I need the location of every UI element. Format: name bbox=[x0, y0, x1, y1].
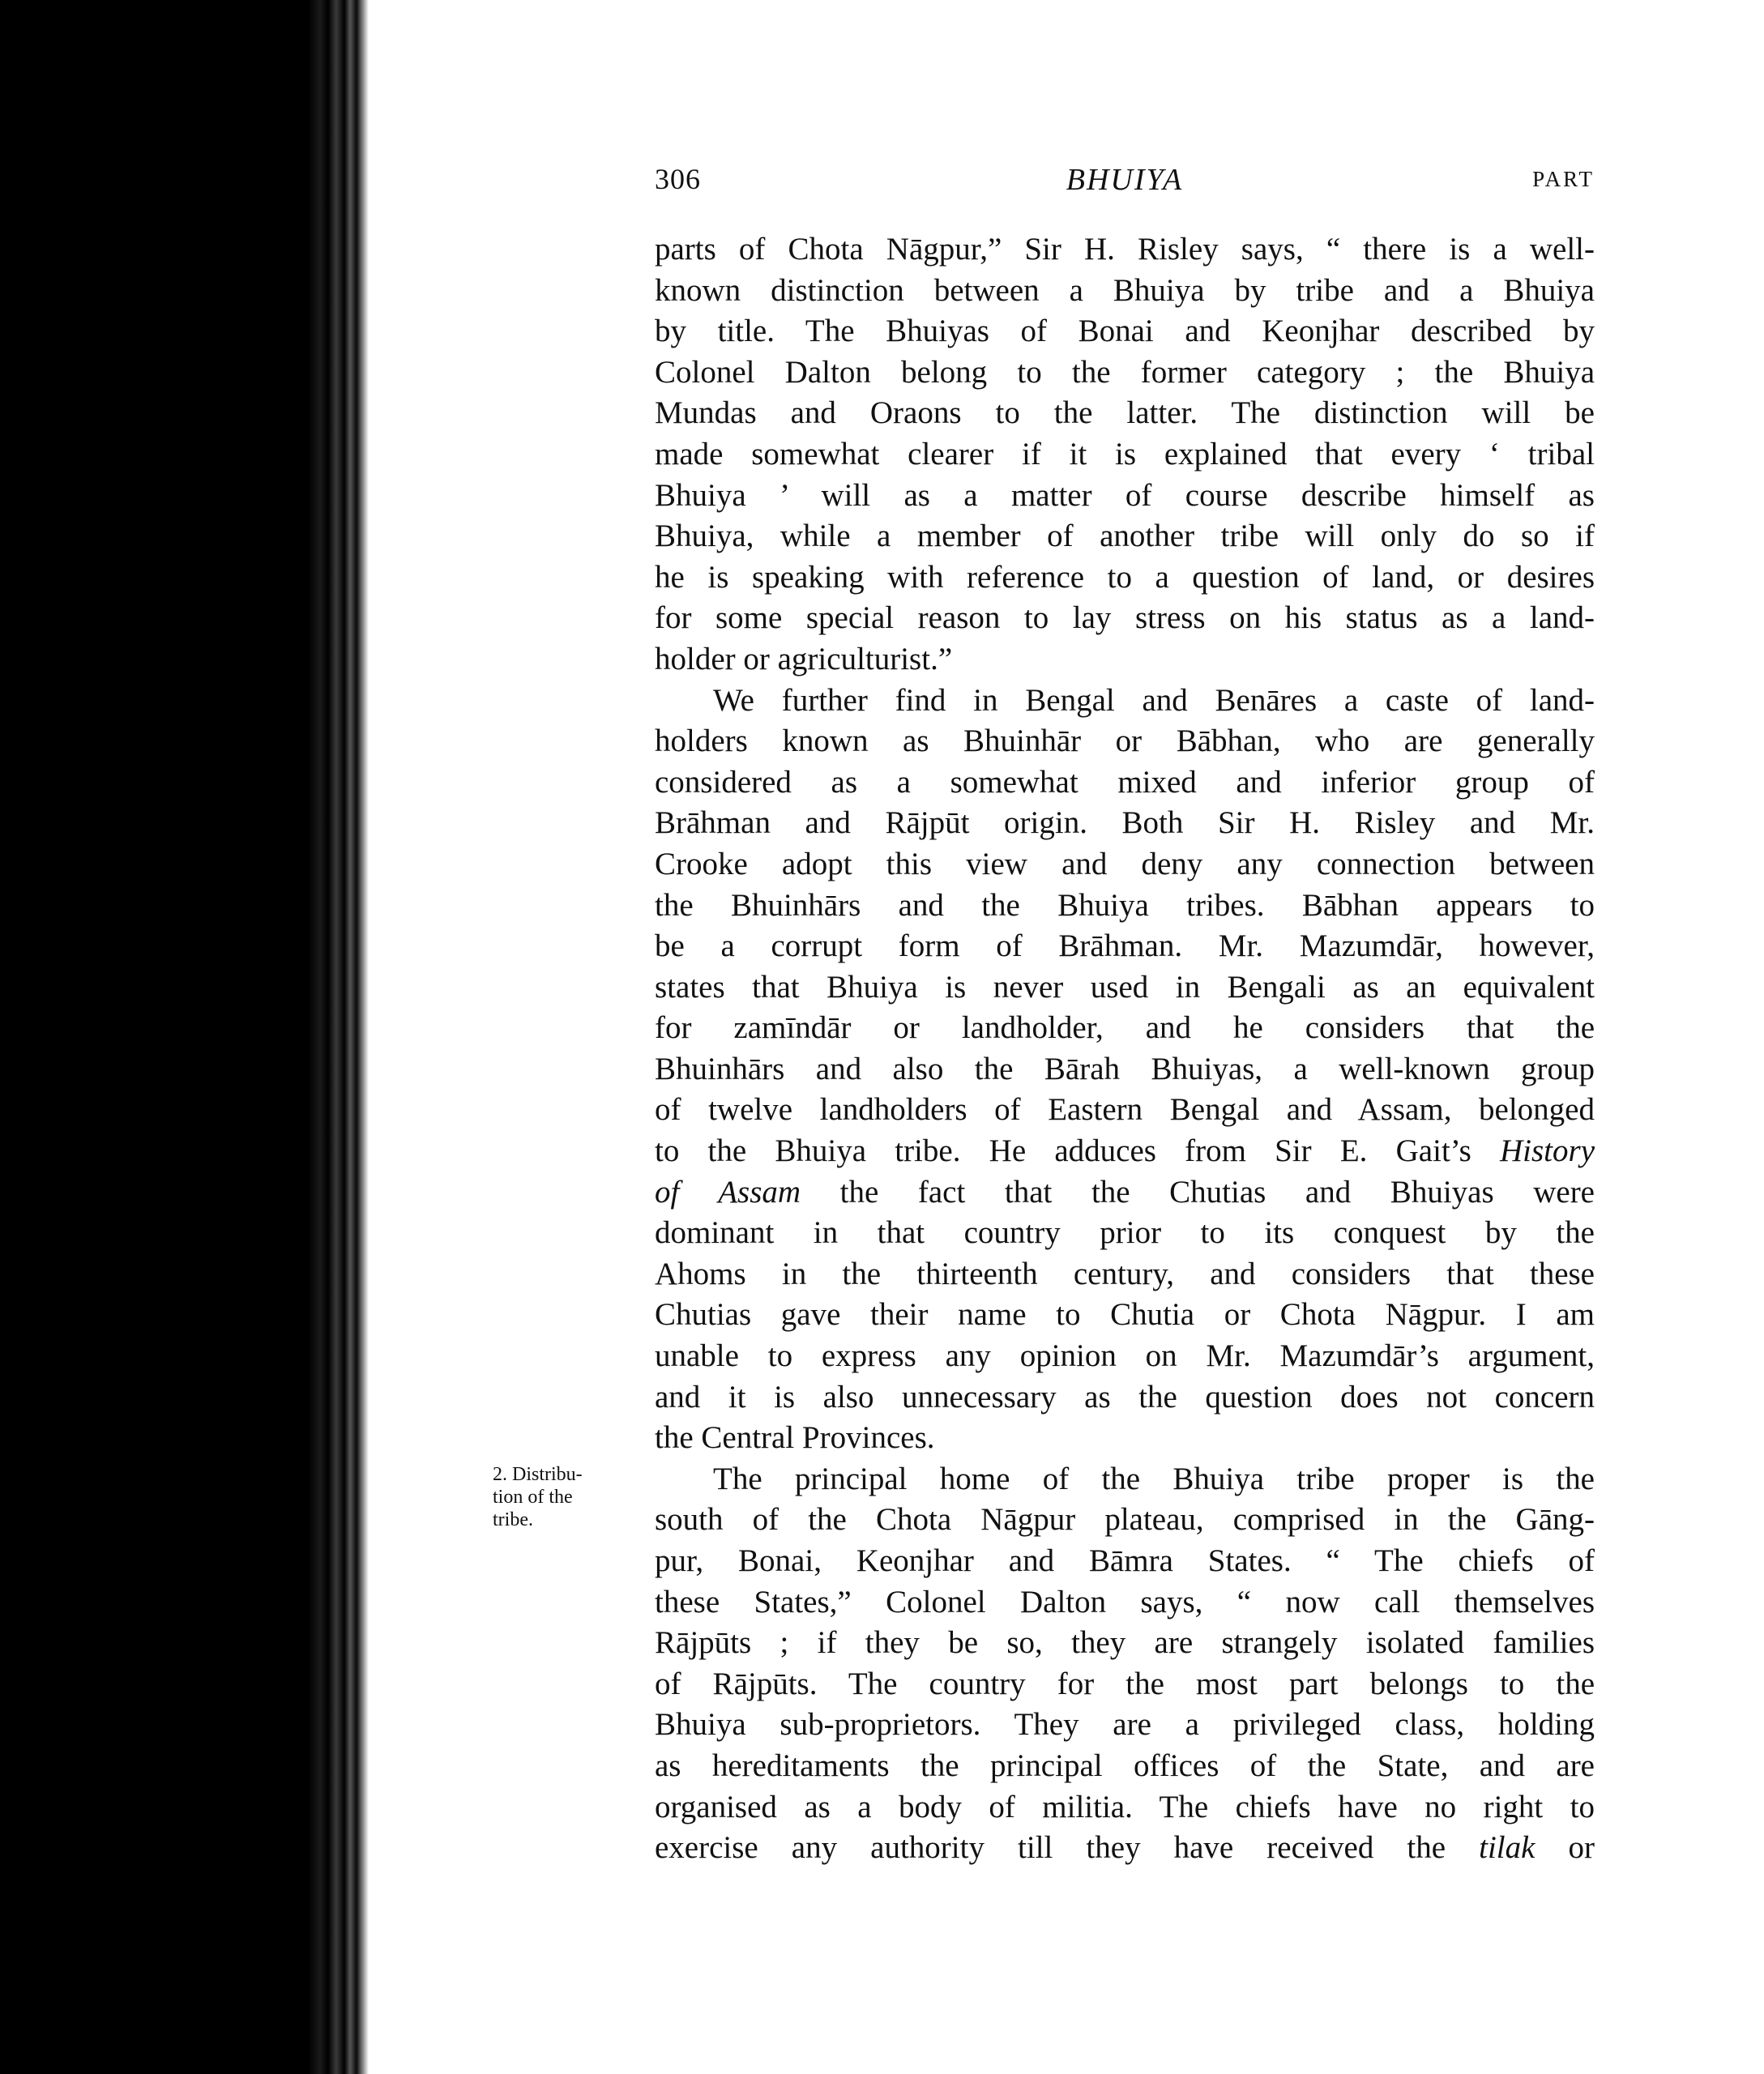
section-word: PART bbox=[1532, 167, 1595, 191]
text-line: Bhuiya, while a member of another tribe will only do so if bbox=[655, 518, 1595, 554]
text-line: Bhuiya sub-proprietors. They are a privileged class, holding bbox=[655, 1707, 1595, 1743]
text-line: holder or agriculturist.” bbox=[655, 641, 953, 676]
text-line: these States,” Colonel Dalton says, “ now call themselves bbox=[655, 1584, 1595, 1620]
margin-note-distribution bbox=[493, 1463, 639, 1531]
italic-title: of Assam bbox=[655, 1174, 801, 1210]
text-line: considered as a somewhat mixed and inferior group of bbox=[655, 764, 1595, 800]
text-line: dominant in that country prior to its conquest by the bbox=[655, 1215, 1595, 1251]
text-line-with-italic bbox=[655, 1828, 1595, 1869]
text-line: Ahoms in the thirteenth century, and considers that these bbox=[655, 1256, 1595, 1291]
text-line: The principal home of the Bhuiya tribe proper is the bbox=[713, 1461, 1595, 1496]
text-line: by title. The Bhuiyas of Bonai and Keonjhar described by bbox=[655, 314, 1595, 349]
text-line: the Central Provinces. bbox=[655, 1420, 935, 1456]
text-line: Bhuiya ’ will as a matter of course describe himself as bbox=[655, 477, 1595, 513]
text-segment: the fact that the Chutias and Bhuiyas were bbox=[839, 1174, 1595, 1210]
text-line: be a corrupt form of Brāhman. Mr. Mazumdār, however, bbox=[655, 928, 1595, 964]
text-line: pur, Bonai, Keonjhar and Bāmra States. “ The chiefs of bbox=[655, 1543, 1595, 1578]
text-segment: exercise any authority till they have received the bbox=[655, 1830, 1446, 1866]
text-line: of Rājpūts. The country for the most part belongs to the bbox=[655, 1666, 1595, 1701]
text-line: Bhuinhārs and also the Bārah Bhuiyas, a well-known group bbox=[655, 1051, 1595, 1086]
text-line: as hereditaments the principal offices of the State, and are bbox=[655, 1748, 1595, 1783]
text-line: he is speaking with reference to a question of land, or desires bbox=[655, 559, 1595, 595]
page-number: 306 bbox=[655, 163, 701, 195]
text-line: and it is also unnecessary as the question does not concern bbox=[655, 1379, 1595, 1415]
text-line-with-italic bbox=[655, 1172, 1595, 1214]
italic-title: History bbox=[1500, 1133, 1595, 1169]
text-line: Brāhman and Rājpūt origin. Both Sir H. Risley and Mr. bbox=[655, 805, 1595, 841]
margin-note-line: 2. Distribu- bbox=[493, 1464, 583, 1485]
text-line: Colonel Dalton belong to the former category ; the Bhuiya bbox=[655, 354, 1595, 390]
text-line: Crooke adopt this view and deny any connection between bbox=[655, 846, 1595, 881]
text-line: south of the Chota Nāgpur plateau, comprised in the Gāng- bbox=[655, 1502, 1595, 1538]
running-header bbox=[655, 162, 1595, 211]
text-line: unable to express any opinion on Mr. Mazumdār’s argument, bbox=[655, 1338, 1595, 1374]
text-line: holders known as Bhuinhār or Bābhan, who are generally bbox=[655, 723, 1595, 759]
running-title: BHUIYA bbox=[1066, 163, 1184, 197]
text-line-with-italic bbox=[655, 1131, 1595, 1172]
text-segment: or bbox=[1568, 1830, 1595, 1866]
text-line: parts of Chota Nāgpur,” Sir H. Risley says, “ there is a well- bbox=[655, 232, 1595, 267]
text-line: organised as a body of militia. The chiefs have no right to bbox=[655, 1789, 1595, 1824]
text-line: known distinction between a Bhuiya by tribe and a Bhuiya bbox=[655, 272, 1595, 308]
text-line: states that Bhuiya is never used in Bengali as an equivalent bbox=[655, 969, 1595, 1005]
text-line: made somewhat clearer if it is explained that every ‘ tribal bbox=[655, 436, 1595, 472]
text-segment: to the Bhuiya tribe. He adduces from Sir E. Gait’s bbox=[655, 1133, 1471, 1169]
text-line: for zamīndār or landholder, and he considers that the bbox=[655, 1010, 1595, 1046]
text-line: Rājpūts ; if they be so, they are strangely isolated families bbox=[655, 1625, 1595, 1661]
margin-note-line: tion of the bbox=[493, 1487, 573, 1508]
body-text bbox=[655, 229, 1595, 1869]
text-line: the Bhuinhārs and the Bhuiya tribes. Bābhan appears to bbox=[655, 887, 1595, 923]
italic-term: tilak bbox=[1479, 1830, 1535, 1866]
text-line: of twelve landholders of Eastern Bengal and Assam, belonged bbox=[655, 1092, 1595, 1128]
text-line: Mundas and Oraons to the latter. The distinction will be bbox=[655, 395, 1595, 431]
margin-note-line: tribe. bbox=[493, 1509, 533, 1530]
text-line: Chutias gave their name to Chutia or Chota Nāgpur. I am bbox=[655, 1297, 1595, 1333]
text-line: for some special reason to lay stress on his status as a land- bbox=[655, 600, 1595, 636]
text-line: We further find in Bengal and Benāres a caste of land- bbox=[713, 682, 1595, 718]
